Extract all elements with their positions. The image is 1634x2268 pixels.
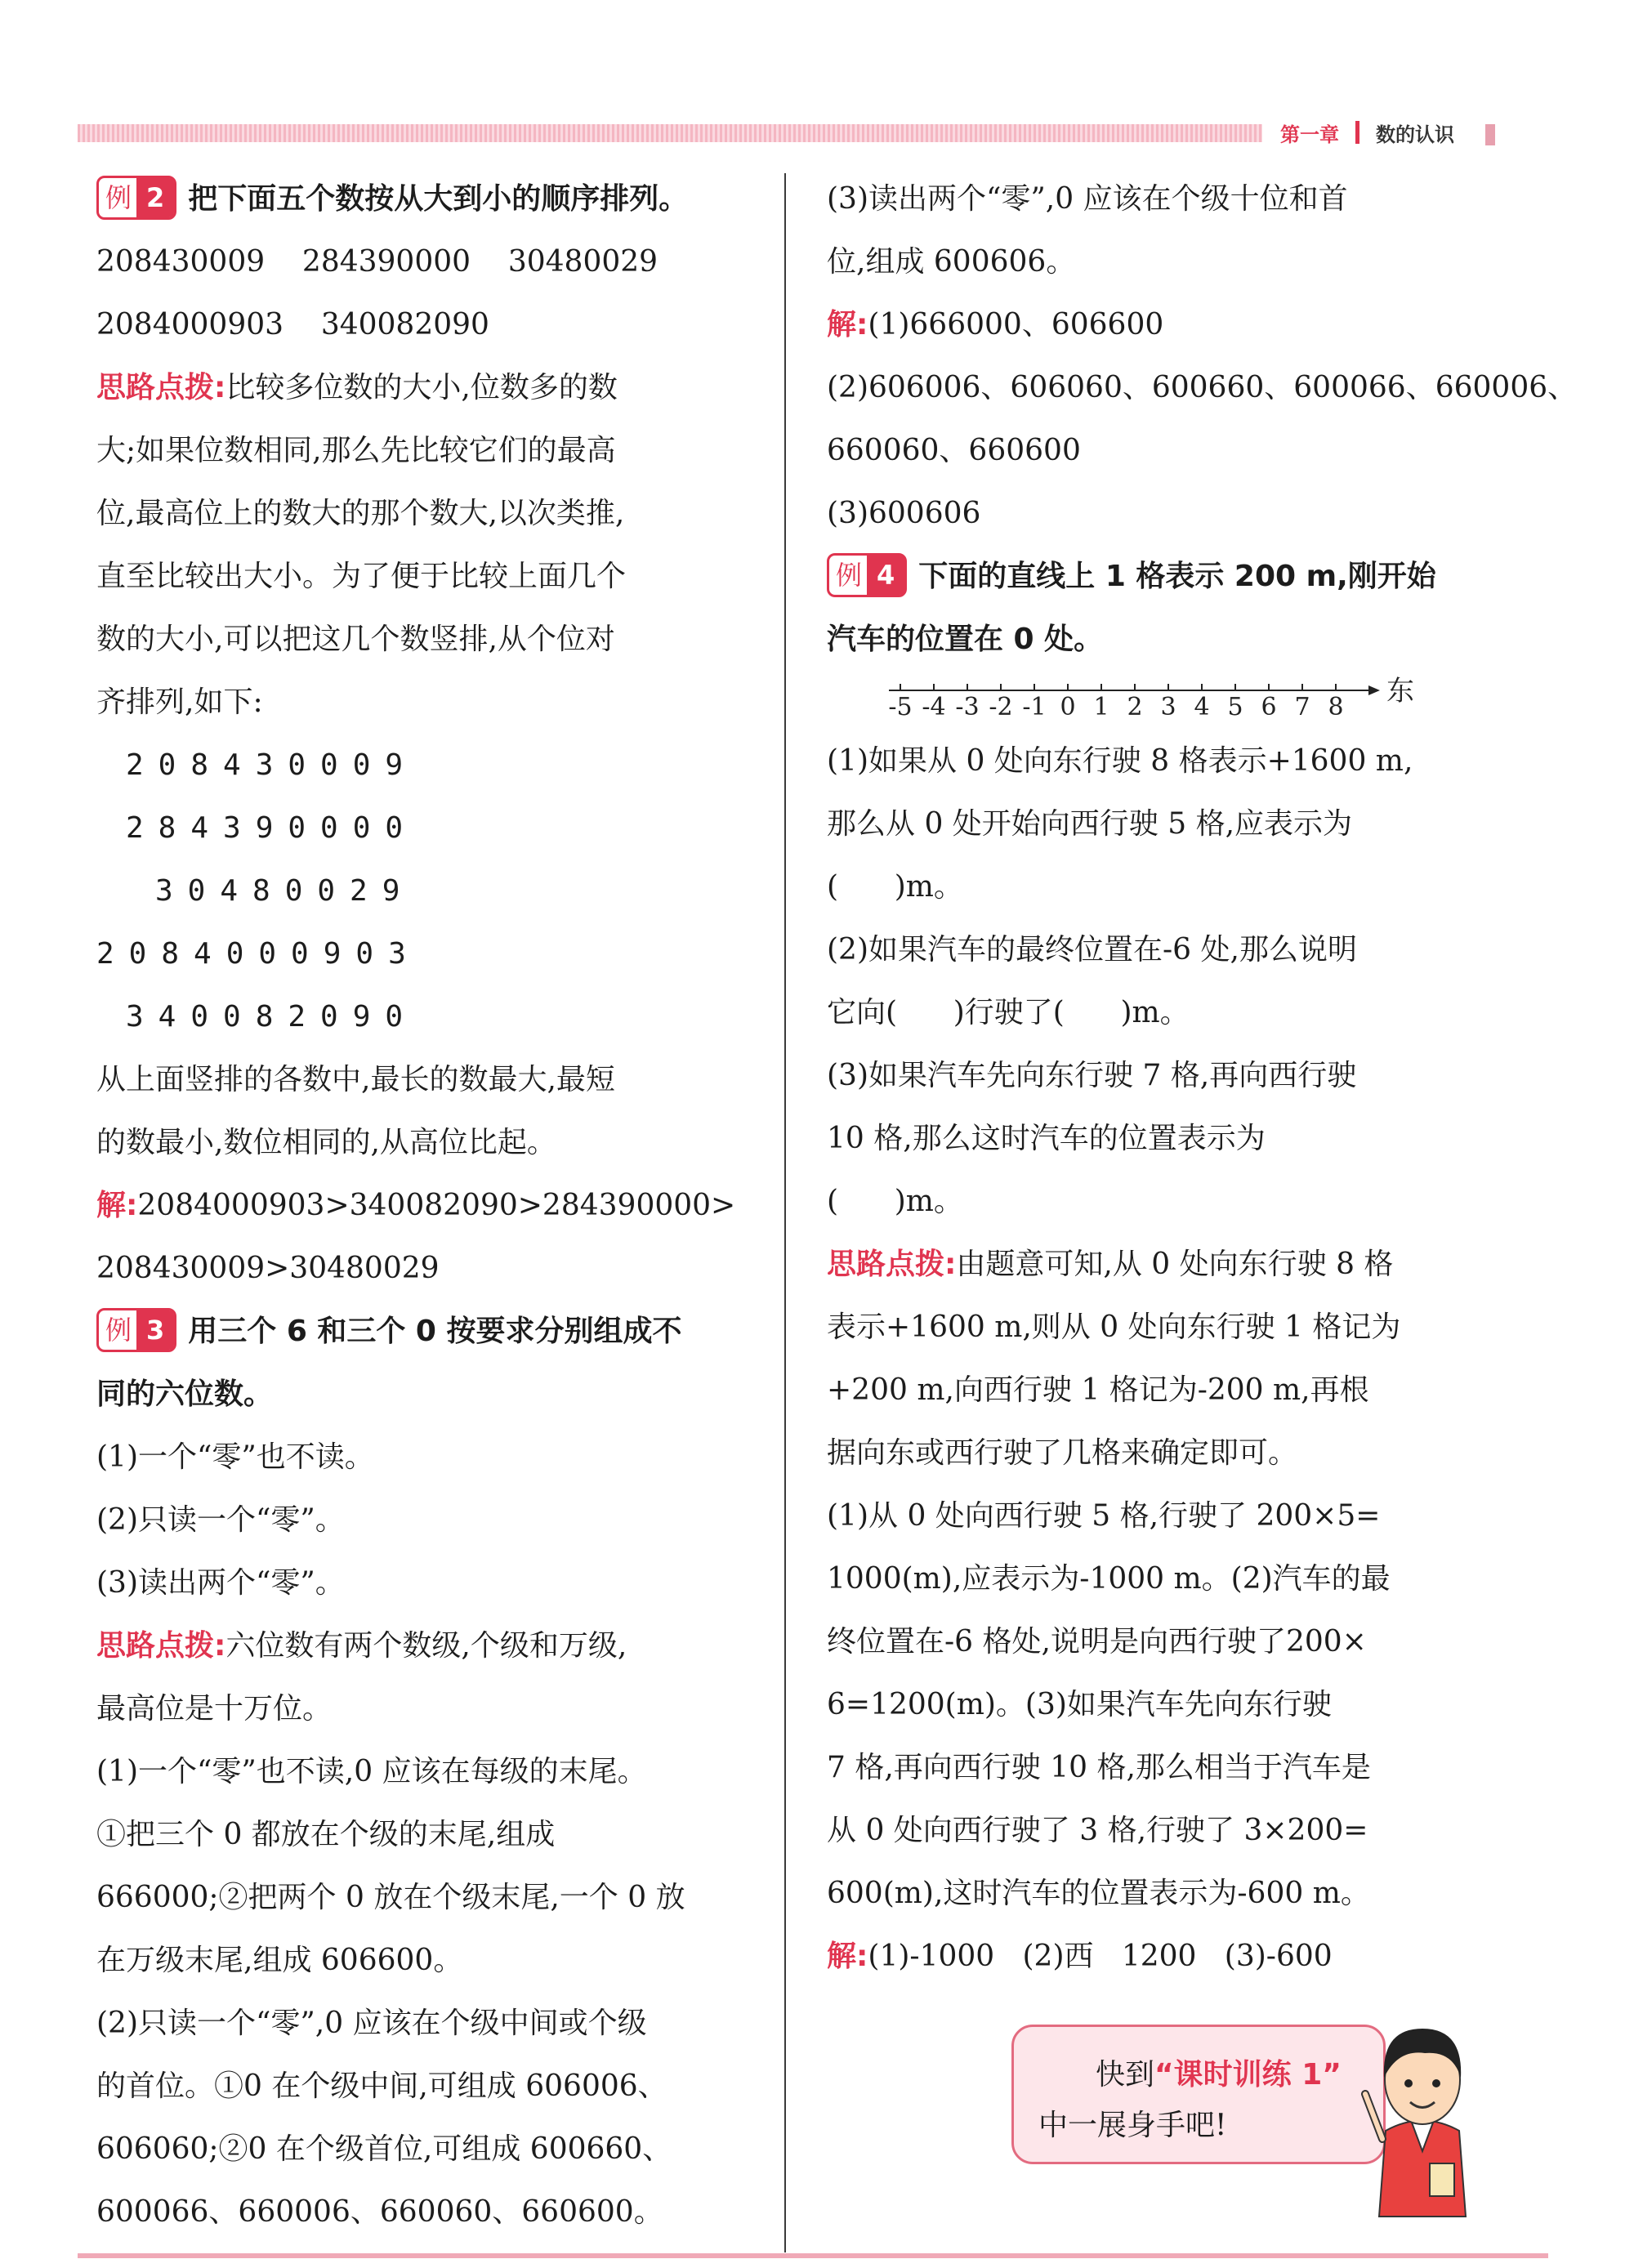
right-column (827, 167, 1578, 1988)
example-question: 同的六位数。 (96, 1377, 274, 1411)
hint-line: 666000;②把两个 0 放在个级末尾,一个 0 放 (96, 1881, 685, 1914)
answer-line: (3)600606 (827, 497, 981, 530)
tick-label: 2 (1127, 693, 1143, 721)
answer-line: 解:(1)666000、606600 (827, 308, 1164, 342)
section-title: 数的认识 (1376, 123, 1454, 146)
chapter-label: 第一章 (1280, 123, 1339, 146)
hint-line: 据向东或西行驶了几格来确定即可。 (827, 1436, 1298, 1470)
stack-number: 2084000903 (96, 937, 421, 971)
example-badge: 例 2 (96, 176, 176, 220)
question-line: 10 格,那么这时汽车的位置表示为 (827, 1122, 1266, 1155)
column-divider (784, 173, 786, 2252)
hint-line: 思路点拨:比较多位数的大小,位数多的数 (96, 371, 618, 404)
question-line: (2)如果汽车的最终位置在-6 处,那么说明 (827, 933, 1357, 967)
requirement-item: (2)只读一个“零”。 (96, 1503, 345, 1537)
bubble-line: 快到“课时训练 1” (1096, 2058, 1342, 2092)
boy-illustration (1361, 2008, 1484, 2221)
hint-line: (3)读出两个“零”,0 应该在个级十位和首 (827, 182, 1348, 216)
tick-label: -1 (1022, 693, 1047, 721)
text-line: 从上面竖排的各数中,最长的数最大,最短 (96, 1063, 615, 1096)
tick-label: 3 (1160, 693, 1176, 721)
hint-line: 606060;②0 在个级首位,可组成 600660、 (96, 2132, 672, 2166)
tick-label: -5 (888, 693, 913, 721)
header-end-mark (1485, 124, 1495, 145)
hint-line: 的首位。①0 在个级中间,可组成 606006、 (96, 2069, 667, 2103)
answer-label: 解: (827, 308, 868, 342)
tick-label: 5 (1227, 693, 1243, 721)
example-2-heading (96, 167, 758, 230)
hint-line: 直至比较出大小。为了便于比较上面几个 (96, 560, 627, 593)
tick-label: 1 (1093, 693, 1109, 721)
stack-number: 208430009 (126, 748, 418, 782)
answer-line: 解:2084000903>340082090>284390000> (96, 1189, 736, 1222)
hint-line: 位,最高位上的数大的那个数大,以次类推, (96, 497, 625, 530)
hint-line: ①把三个 0 都放在个级的末尾,组成 (96, 1818, 556, 1851)
footer-line (78, 2253, 1548, 2258)
bubble-highlight: “课时训练 1” (1154, 2058, 1342, 2092)
header-tab (1262, 116, 1483, 149)
hint-line: 位,组成 600606。 (827, 245, 1076, 279)
direction-label: 东 (1386, 675, 1414, 708)
question-line: ( )m。 (827, 1185, 963, 1218)
hint-line: 600066、660006、660060、660600。 (96, 2195, 663, 2229)
tick-label: -4 (922, 693, 946, 721)
header-separator (1355, 121, 1359, 144)
answer-line: 解:(1)-1000 (2)西 1200 (3)-600 (827, 1940, 1333, 1973)
answer-line: 660060、660600 (827, 434, 1081, 467)
hint-line: 从 0 处向西行驶了 3 格,行驶了 3×200= (827, 1814, 1368, 1847)
example-badge: 例 4 (827, 553, 907, 597)
tick-label: 6 (1261, 693, 1277, 721)
answer-line: (2)606006、606060、600660、600066、660006、 (827, 371, 1578, 404)
question-line: 它向( )行驶了( )m。 (827, 996, 1190, 1029)
tick-label: 0 (1060, 693, 1076, 721)
question-line: ( )m。 (827, 870, 963, 904)
hint-line: 大;如果位数相同,那么先比较它们的最高 (96, 434, 616, 467)
number-line-svg (876, 672, 1448, 730)
stack-number: 30480029 (155, 874, 415, 908)
example-3-heading (96, 1300, 758, 1363)
example-question: 汽车的位置在 0 处。 (827, 623, 1104, 656)
hint-line: 1000(m),应表示为-1000 m。(2)汽车的最 (827, 1562, 1391, 1596)
hint-line: 在万级末尾,组成 606600。 (96, 1944, 463, 1977)
question-line: 那么从 0 处开始向西行驶 5 格,应表示为 (827, 807, 1353, 841)
answer-label: 解: (96, 1189, 138, 1222)
hint-line: 思路点拨:由题意可知,从 0 处向东行驶 8 格 (827, 1248, 1394, 1281)
hint-line: 7 格,再向西行驶 10 格,那么相当于汽车是 (827, 1751, 1371, 1784)
hint-label: 思路点拨: (827, 1248, 957, 1281)
example-4-heading (827, 545, 1493, 608)
left-column (96, 167, 758, 2243)
tick-label: 4 (1194, 693, 1210, 721)
tick-label: -3 (955, 693, 980, 721)
hint-line: 最高位是十万位。 (96, 1692, 333, 1726)
numbers-line: 208430009 284390000 30480029 (96, 245, 659, 279)
hint-line: 数的大小,可以把这几个数竖排,从个位对 (96, 623, 615, 656)
example-badge: 例 3 (96, 1308, 176, 1352)
hint-line: 终位置在-6 格处,说明是向西行驶了200× (827, 1625, 1367, 1659)
hint-label: 思路点拨: (96, 1629, 226, 1663)
hint-line: 齐排列,如下: (96, 685, 263, 719)
requirement-item: (1)一个“零”也不读。 (96, 1440, 374, 1474)
stack-number: 284390000 (126, 811, 418, 845)
hint-line: (2)只读一个“零”,0 应该在个级中间或个级 (96, 2007, 647, 2040)
header-band (78, 124, 1262, 142)
hint-line: 600(m),这时汽车的位置表示为-600 m。 (827, 1877, 1370, 1910)
text-line: 的数最小,数位相同的,从高位比起。 (96, 1126, 556, 1159)
example-question: 把下面五个数按从大到小的顺序排列。 (188, 182, 689, 216)
answer-label: 解: (827, 1940, 868, 1973)
requirement-item: (3)读出两个“零”。 (96, 1566, 345, 1600)
hint-line: +200 m,向西行驶 1 格记为-200 m,再根 (827, 1373, 1369, 1407)
question-line: (3)如果汽车先向东行驶 7 格,再向西行驶 (827, 1059, 1357, 1092)
hint-line: 思路点拨:六位数有两个数级,个级和万级, (96, 1629, 627, 1663)
stack-number: 340082090 (126, 1000, 418, 1034)
number-line (827, 672, 1493, 730)
answer-line: 208430009>30480029 (96, 1252, 440, 1285)
hint-line: 表示+1600 m,则从 0 处向东行驶 1 格记为 (827, 1310, 1401, 1344)
numbers-line: 2084000903 340082090 (96, 308, 489, 342)
hint-line: (1)从 0 处向西行驶 5 格,行驶了 200×5= (827, 1499, 1381, 1533)
arrow-icon (1368, 685, 1380, 695)
example-question: 下面的直线上 1 格表示 200 m,刚开始 (918, 560, 1436, 593)
example-question: 用三个 6 和三个 0 按要求分别组成不 (188, 1315, 682, 1348)
hint-line: (1)一个“零”也不读,0 应该在每级的末尾。 (96, 1755, 647, 1788)
tick-label: -2 (989, 693, 1013, 721)
question-line: (1)如果从 0 处向东行驶 8 格表示+1600 m, (827, 744, 1413, 778)
speech-bubble (1011, 2025, 1386, 2164)
bubble-line: 中一展身手吧! (1038, 2109, 1227, 2142)
hint-line: 6=1200(m)。(3)如果汽车先向东行驶 (827, 1688, 1332, 1721)
tick-label: 7 (1294, 693, 1310, 721)
tick-label: 8 (1328, 693, 1344, 721)
hint-label: 思路点拨: (96, 371, 226, 404)
